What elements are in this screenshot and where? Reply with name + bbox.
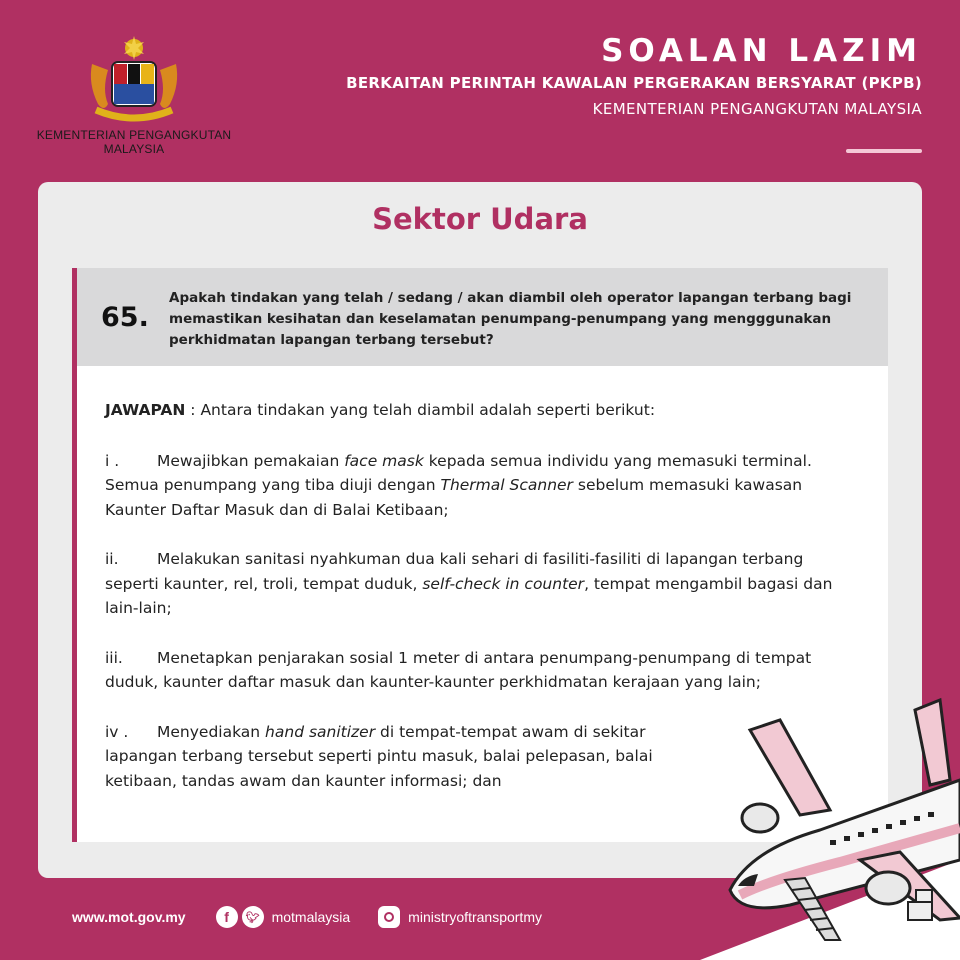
footer: [72, 904, 570, 930]
answer-label: JAWAPAN: [105, 401, 186, 419]
facebook-twitter-handle[interactable]: motmalaysia: [271, 909, 351, 925]
item-text-italic: Thermal Scanner: [440, 476, 573, 494]
page-subtitle: BERKAITAN PERINTAH KAWALAN PERGERAKAN BERSYARAT (PKPB): [346, 74, 922, 92]
item-text: di tempat-tempat awam di sekitar lapangan terbang tersebut seperti pintu masuk, balai pelepasan, balai ketibaan, tandas awam dan kaunter informasi; dan: [105, 722, 653, 790]
header-divider: [846, 149, 922, 153]
answer-item: [105, 646, 835, 695]
ministry-crest-logo: [78, 34, 190, 124]
item-text: sebelum memasuki kawasan Kaunter Daftar Masuk dan di Balai Ketibaan;: [105, 476, 803, 519]
answer-intro-text: : Antara tindakan yang telah diambil adalah seperti berikut:: [185, 401, 656, 419]
facebook-icon[interactable]: f: [216, 906, 238, 928]
item-number: iii.: [105, 648, 123, 667]
question-number: 65.: [101, 302, 149, 333]
sector-title: Sektor Udara: [372, 202, 588, 236]
page-title: SOALAN LAZIM: [601, 33, 922, 69]
question-box: [72, 268, 888, 366]
airplane-illustration: [640, 690, 960, 960]
item-text-italic: self-check in counter: [422, 574, 585, 593]
item-text: , tempat mengambil bagasi dan lain-lain;: [105, 574, 833, 617]
instagram-icon[interactable]: [378, 906, 400, 928]
item-text: Mewajibkan pemakaian: [157, 451, 345, 470]
item-text-italic: hand sanitizer: [265, 722, 376, 741]
answer-item: [105, 547, 835, 621]
item-number: i .: [105, 451, 120, 470]
answer-intro: [105, 398, 835, 423]
item-text: Menyediakan: [157, 722, 266, 741]
item-number: ii.: [105, 550, 119, 568]
answer-item: [105, 449, 835, 523]
website-link[interactable]: www.mot.gov.my: [72, 909, 186, 925]
header-text-group: [346, 32, 922, 118]
item-text: Menetapkan penjarakan sosial 1 meter di antara penumpang-penumpang di tempat duduk, kaunter daftar masuk dan kaunter-kaunter perkhidmatan kerajaan yang lain;: [105, 648, 812, 691]
item-number: iv .: [105, 722, 129, 741]
instagram-handle[interactable]: ministryoftransportmy: [408, 909, 542, 925]
item-text-italic: face mask: [344, 451, 424, 470]
ministry-name-right: KEMENTERIAN PENGANGKUTAN MALAYSIA: [592, 100, 922, 118]
question-text: Apakah tindakan yang telah / sedang / akan diambil oleh operator lapangan terbang bagi memastikan kesihatan dan keselamatan penumpang-penumpang yang mengggunakan perkhidmatan lapangan terbang tersebut?: [169, 290, 852, 348]
instagram-lens-shape: [384, 912, 394, 922]
item-text: Melakukan sanitasi nyahkuman dua kali sehari di fasiliti-fasiliti di lapangan terbang seperti kaunter, rel, troli, tempat duduk,: [105, 550, 804, 593]
answer-item: [105, 720, 705, 794]
item-text: kepada semua individu yang memasuki terminal. Semua penumpang yang tiba diuji dengan: [105, 451, 812, 494]
ministry-name-left: KEMENTERIAN PENGANGKUTAN MALAYSIA: [36, 128, 232, 156]
twitter-icon[interactable]: 🐦︎: [242, 906, 264, 928]
